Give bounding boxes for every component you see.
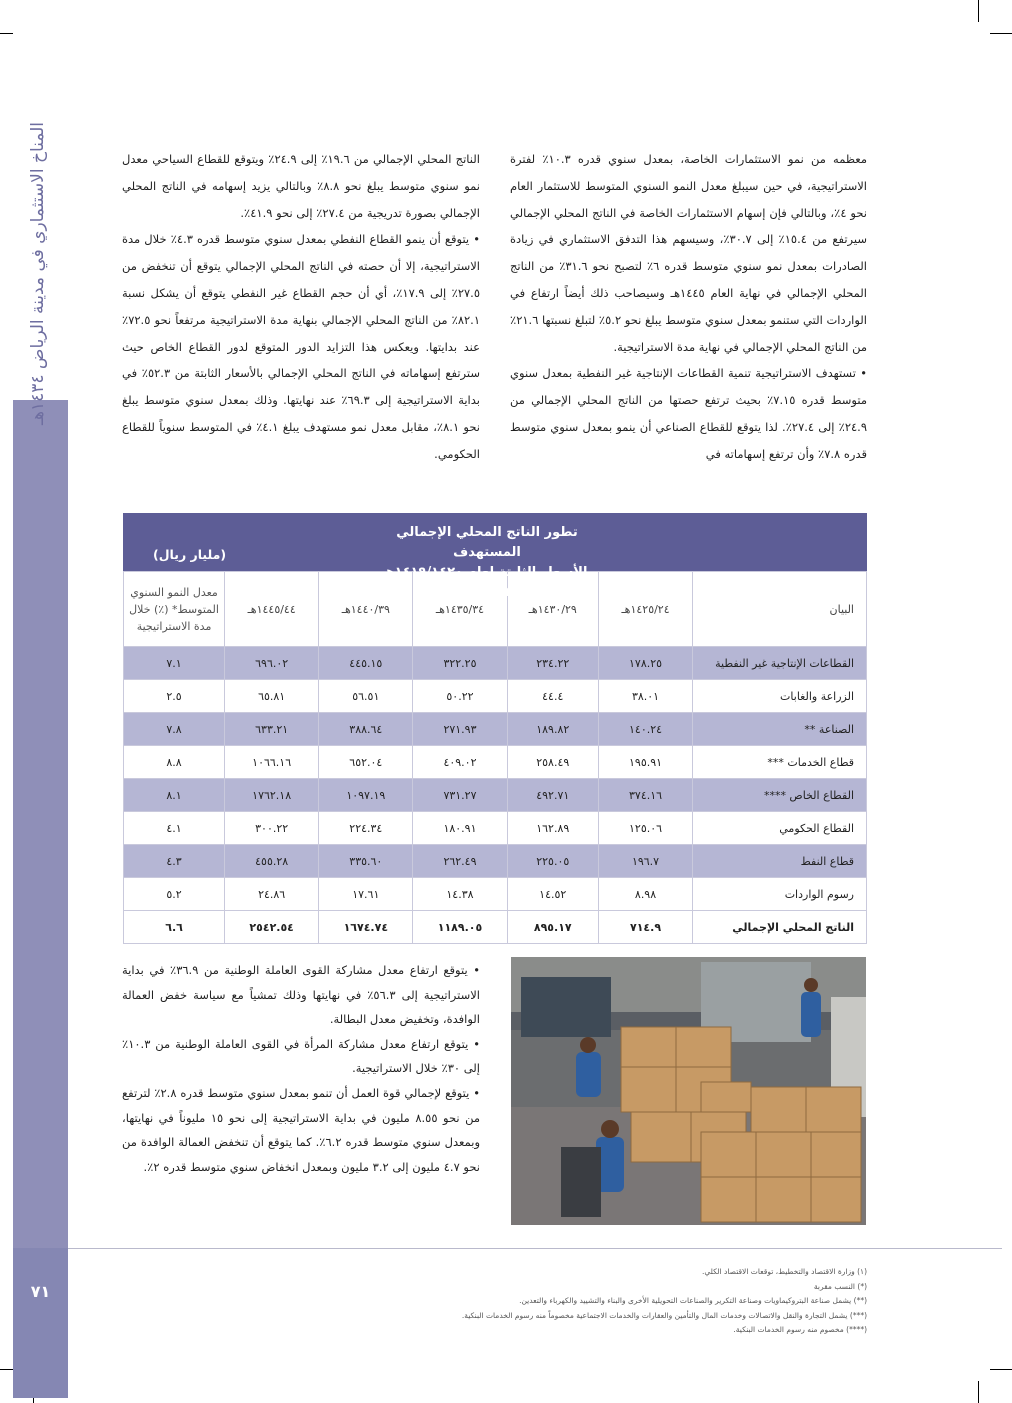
table-cell: ٨.٨ (124, 746, 225, 779)
crop-mark (990, 33, 1012, 34)
bullet-paragraph: • يتوقع ارتفاع معدل مشاركة القوى العاملة الوطنية من ٣٦.٩٪ في بداية الاستراتيجية إلى ٥٦.٣٪ في نهايتها وذلك تمشياً مع سياسة خفض العمالة الوافدة، وتخفيض معدل البطالة. (122, 963, 481, 1027)
column-header: معدل النمو السنوي المتوسط* (٪) خلال مدة الاستراتيجية (124, 572, 225, 647)
table-cell: ٣٢٢.٢٥ (413, 647, 507, 680)
table-cell: ١١٨٩.٠٥ (413, 911, 507, 944)
table-cell: ٣٨.٠١ (598, 680, 692, 713)
page-number-box (13, 1248, 68, 1398)
table-cell: ٨.٩٨ (598, 878, 692, 911)
row-label: رسوم الواردات (693, 878, 867, 911)
crop-mark (978, 0, 979, 22)
page-number: ٧١ (30, 1282, 51, 1301)
table-cell: ٦٥.٨١ (225, 680, 319, 713)
table-cell: ٥٠.٢٢ (413, 680, 507, 713)
table-cell: ١٤.٣٨ (413, 878, 507, 911)
column-header: البيان (693, 572, 867, 647)
gdp-table (123, 513, 867, 944)
table-cell: ١٧٨.٢٥ (598, 647, 692, 680)
table-cell: ٣٣٥.٦٠ (319, 845, 413, 878)
table-cell: ١٨٩.٨٢ (507, 713, 598, 746)
column-header: ١٤٣٠/٢٩هـ (507, 572, 598, 647)
table-row (124, 746, 867, 779)
paragraph: معظمه من نمو الاستثمارات الخاصة، بمعدل سنوي قدره ١٠.٣٪ لفترة الاستراتيجية، في حين سيبلغ معدل النمو السنوي المتوسط للاستثمار العام نحو ٤٪، وبالتالي فإن إسهام الاستثمارات الخاصة في الناتج المحلي الإجمالي سيرتفع من ١٥.٤٪ إلى ٣٠.٧٪، وسيسهم هذا التدفق الاستثماري في زيادة الصادرات بمعدل نمو سنوي متوسط قدره ٦٪ لتصبح نحو ٣١.٦٪ من الناتج المحلي الإجمالي في نهاية العام ١٤٤٥هـ وسيصاحب ذلك أيضاً ارتفاع في الواردات التي ستنمو بمعدل سنوي متوسط يبلغ نحو ٥.٢٪ لتبلغ نسبتها ٢١.٦٪ من الناتج المحلي الإجمالي في نهاية مدة الاستراتيجية. (510, 152, 867, 354)
table-row (124, 680, 867, 713)
table-cell: ٢٣٤.٢٢ (507, 647, 598, 680)
table-cell: ٦٩٦.٠٢ (225, 647, 319, 680)
table-cell: ٥٦.٥١ (319, 680, 413, 713)
table-title (362, 523, 612, 603)
bullet-paragraph: • يتوقع ارتفاع معدل مشاركة المرأة في القوى العاملة الوطنية من ١٠.٣٪ إلى ٣٠٪ خلال الاستراتيجية. (122, 1036, 480, 1076)
table-cell: ١٦٢.٨٩ (507, 812, 598, 845)
footnotes (120, 1265, 867, 1338)
paragraph: • تستهدف الاستراتيجية تنمية القطاعات الإنتاجية غير النفطية بمعدل سنوي متوسط قدره ٧.١٥٪ بحيث ترتفع حصتها من الناتج المحلي الإجمالي من ٢٤.٩٪ إلى ٢٧.٤٪. لذا يتوقع للقطاع الصناعي أن ينمو بمعدل سنوي متوسط قدره ٧.٨٪ وأن ترتفع إسهاماته في (510, 366, 868, 461)
table-cell: ٤٤.٤ (507, 680, 598, 713)
table-cell: ٢٢٤.٣٤ (319, 812, 413, 845)
table-subtitle-line: بالأسعار الثابتة لعام ١٤١٩/١٤٢٠هـ (١٩٩٩م)(١) (381, 565, 593, 600)
table-cell: ٧.١ (124, 647, 225, 680)
table-cell: ٢٤.٨٦ (225, 878, 319, 911)
footnote: (**) يشمل صناعة البتروكيماويات وصناعة التكرير والصناعات التحويلية الأخرى والبناء والتشييد والكهرباء والتعدين. (519, 1296, 867, 1305)
table-row (124, 647, 867, 680)
sidebar-title: المناخ الاستثماري في مدينة الرياض ١٤٣٤هـ (28, 122, 48, 426)
table-cell: ١٩٥.٩١ (598, 746, 692, 779)
table-cell: ٤٤٥.١٥ (319, 647, 413, 680)
paragraph: • يتوقع أن ينمو القطاع النفطي بمعدل سنوي متوسط قدره ٤.٣٪ خلال مدة الاستراتيجية، إلا أن حصته في الناتج المحلي الإجمالي يتوقع أن تنخفض من ٢٧.٥٪ إلى ١٧.٩٪، أي أن حجم القطاع غير النفطي يتوقع أن يشكل نسبة ٨٢.١٪ من الناتج المحلي الإجمالي بنهاية مدة الاستراتيجية مرتفعاً نحو ٧٢.٥٪ عند بدايتها. ويعكس هذا التزايد الدور المتوقع لدور القطاع الخاص حيث سترتفع إسهاماته في الناتج المحلي الإجمالي بالأسعار الثابتة من ٥٢.٣٪ في بداية الاستراتيجية إلى ٦٩.٣٪ عند نهايتها. وذلك بمعدل سنوي متوسط يبلغ نحو ٨.١٪، مقابل معدل نمو مستهدف يبلغ ٤.١٪ في المتوسط سنوياً للقطاع الحكومي. (122, 232, 480, 461)
text-column-lower (122, 958, 480, 1179)
column-header: ١٤٣٥/٣٤هـ (413, 572, 507, 647)
table-cell: ٢٧١.٩٣ (413, 713, 507, 746)
paragraph: الناتج المحلي الإجمالي من ١٩.٦٪ إلى ٢٤.٩٪ ويتوقع للقطاع السياحي معدل نمو سنوي متوسط يبلغ نحو ٨.٨٪ وبالتالي يزيد إسهامه في الناتج المحلي الإجمالي بصورة تدريجية من ٢٧.٤٪ إلى نحو ٤١.٩٪. (122, 152, 480, 220)
table-cell: ١٦٧٤.٧٤ (319, 911, 413, 944)
text-column-left (122, 146, 480, 468)
data-table (123, 571, 867, 944)
footer-rule (68, 1248, 1002, 1249)
table-cell: ٢٦٢.٤٩ (413, 845, 507, 878)
table-cell: ٣٨٨.٦٤ (319, 713, 413, 746)
table-cell: ٧٣١.٢٧ (413, 779, 507, 812)
table-row (124, 779, 867, 812)
table-header-bar (123, 513, 867, 600)
table-cell: ٦٥٢.٠٤ (319, 746, 413, 779)
column-header: ١٤٤٥/٤٤هـ (225, 572, 319, 647)
column-header: ١٤٤٠/٣٩هـ (319, 572, 413, 647)
table-cell: ٤٠٩.٠٢ (413, 746, 507, 779)
row-label: قطاع الخدمات *** (693, 746, 867, 779)
table-row (124, 713, 867, 746)
table-row (124, 911, 867, 944)
row-label: القطاعات الإنتاجية غير النفطية (693, 647, 867, 680)
table-unit: (مليار ريال) (153, 547, 227, 562)
table-cell: ٤.١ (124, 812, 225, 845)
table-cell: ٢٢٥.٠٥ (507, 845, 598, 878)
table-cell: ١٩٦.٧ (598, 845, 692, 878)
row-label: الصناعة ** (693, 713, 867, 746)
table-cell: ٣٠٠.٢٢ (225, 812, 319, 845)
table-cell: ٤٥٥.٢٨ (225, 845, 319, 878)
table-row (124, 845, 867, 878)
table-cell: ٨.١ (124, 779, 225, 812)
row-label: القطاع الخاص **** (693, 779, 867, 812)
factory-photo (511, 957, 866, 1225)
row-label: الزراعة والغابات (693, 680, 867, 713)
row-label: الناتج المحلي الإجمالي (693, 911, 867, 944)
table-cell: ٦٣٣.٢١ (225, 713, 319, 746)
table-cell: ٢.٥ (124, 680, 225, 713)
crop-mark (990, 1369, 1012, 1370)
table-row (124, 812, 867, 845)
crop-mark (978, 1381, 979, 1403)
table-cell: ٥.٢ (124, 878, 225, 911)
footnote: (****) مخصوم منه رسوم الخدمات البنكية. (733, 1325, 867, 1334)
table-cell: ٧١٤.٩ (598, 911, 692, 944)
table-title-line: تطور الناتج المحلي الإجمالي المستهدف (396, 525, 578, 560)
table-cell: ١٠٩٧.١٩ (319, 779, 413, 812)
table-cell: ١٤.٥٢ (507, 878, 598, 911)
table-cell: ٧.٨ (124, 713, 225, 746)
footnote: (١) وزارة الاقتصاد والتخطيط، توقعات الاقتصاد الكلي. (702, 1267, 867, 1276)
table-cell: ١٠٦٦.١٦ (225, 746, 319, 779)
table-cell: ١٨٠.٩١ (413, 812, 507, 845)
table-cell: ١٧.٦١ (319, 878, 413, 911)
text-column-right (510, 146, 867, 468)
table-row (124, 878, 867, 911)
footnote: (*) النسب مقربة (813, 1281, 867, 1291)
table-cell: ٢٥٤٢.٥٤ (225, 911, 319, 944)
table-cell: ١٤٠.٢٤ (598, 713, 692, 746)
column-header: ١٤٢٥/٢٤هـ (598, 572, 692, 647)
table-cell: ٢٥٨.٤٩ (507, 746, 598, 779)
table-cell: ٣٧٤.١٦ (598, 779, 692, 812)
table-cell: ١٧٦٢.١٨ (225, 779, 319, 812)
sidebar-band (13, 400, 68, 1248)
table-cell: ٤٩٢.٧١ (507, 779, 598, 812)
footnote: (***) يشمل التجارة والنقل والاتصالات وخدمات المال والتأمين والعقارات والخدمات الاجتماعية مخصوماً منه رسوم الخدمات البنكية. (461, 1310, 867, 1320)
table-cell: ١٢٥.٠٦ (598, 812, 692, 845)
table-body (124, 647, 867, 944)
table-cell: ٦.٦ (124, 911, 225, 944)
bullet-paragraph: • يتوقع لإجمالي قوة العمل أن تنمو بمعدل سنوي متوسط قدره ٢.٨٪ لترتفع من نحو ٨.٥٥ مليون في بداية الاستراتيجية إلى نحو ١٥ مليوناً في نهايتها، وبمعدل سنوي متوسط قدره ٦.٢٪. كما يتوقع أن تنخفض العمالة الوافدة من نحو ٤.٧ مليون إلى ٣.٢ مليون وبمعدل انخفاض سنوي متوسط قدره ٢٪. (122, 1085, 480, 1174)
table-cell: ٨٩٥.١٧ (507, 911, 598, 944)
row-label: القطاع الحكومي (693, 812, 867, 845)
table-cell: ٤.٣ (124, 845, 225, 878)
row-label: قطاع النفط (693, 845, 867, 878)
